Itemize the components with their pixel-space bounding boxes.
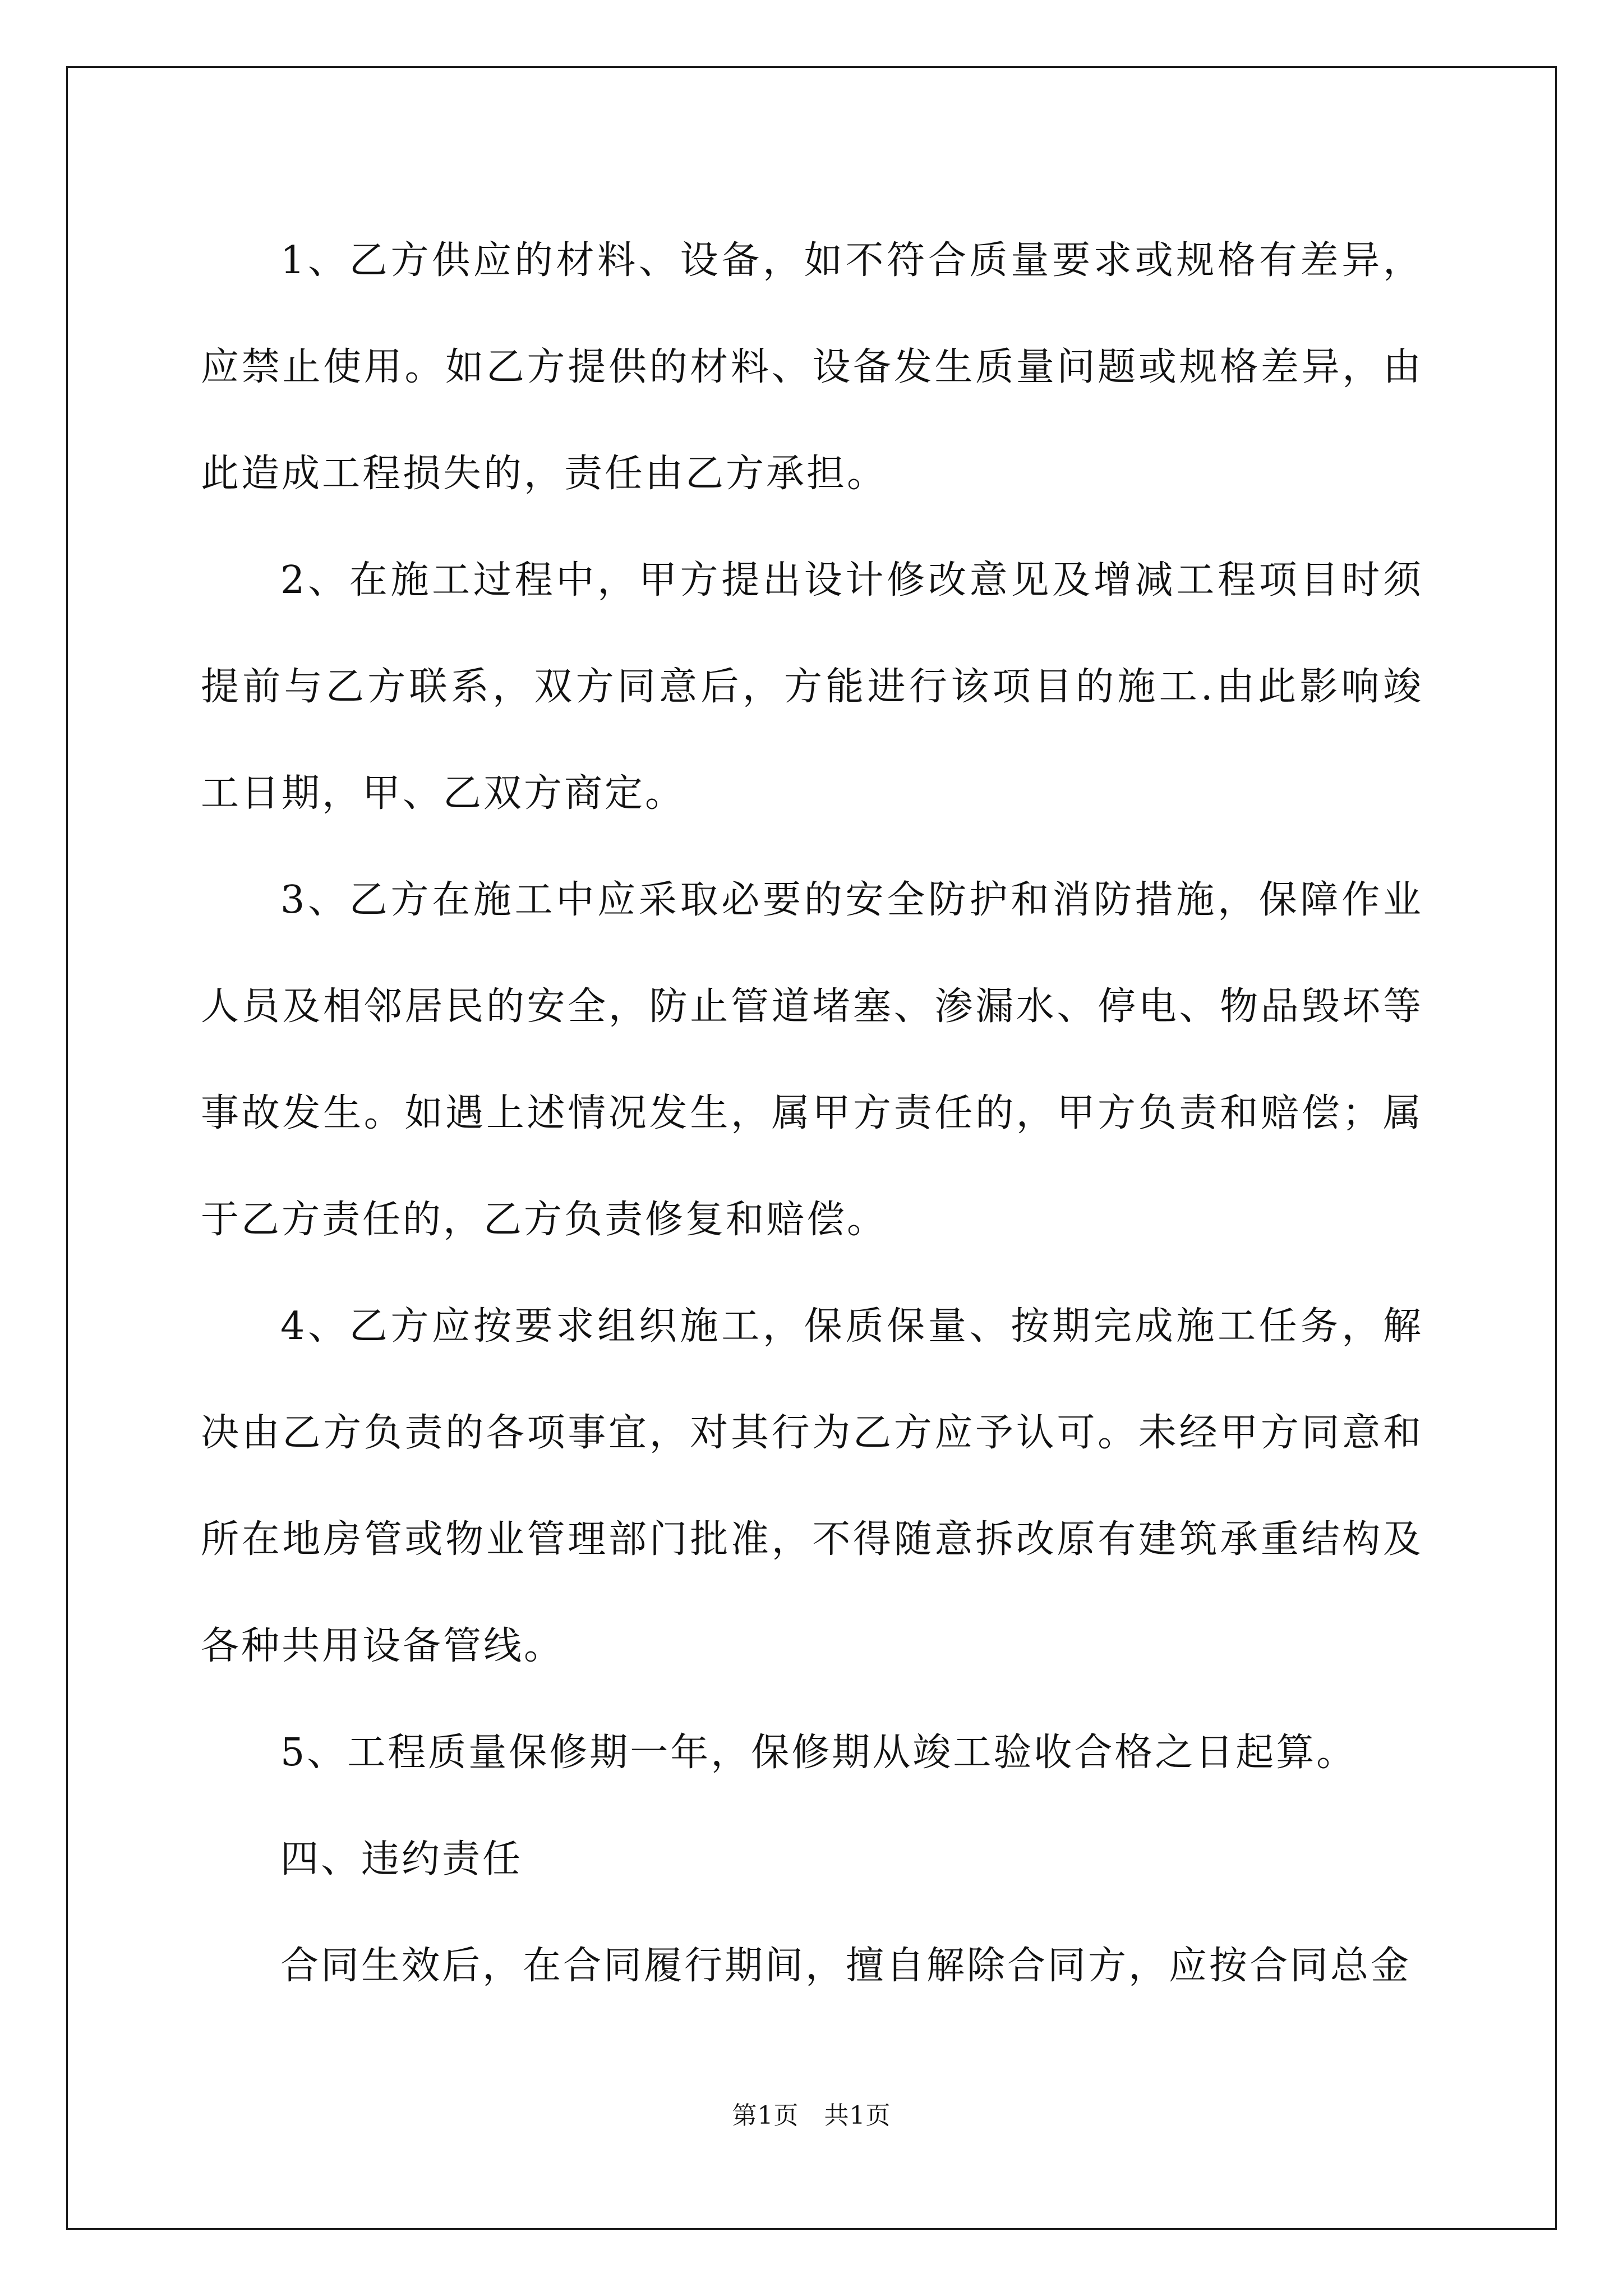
breach-paragraph: 合同生效后，在合同履行期间，擅自解除合同方，应按合同总金	[280, 1944, 1412, 1988]
clause-5-paragraph: 5、工程质量保修期一年，保修期从竣工验收合格之日起算。	[280, 1731, 1357, 1775]
clause-4-paragraph: 4、乙方应按要求组织施工，保质保量、按期完成施工任务，解决由乙方负责的各项事宜，对其行为乙方应予认可。未经甲方同意和所在地房管或物业管理部门批准，不得随意拆改原有建筑承重结构及各种共用设备管线。	[201, 1304, 1423, 1668]
page-number: 第1页	[732, 2101, 799, 2130]
section-heading-breach: 四、违约责任	[280, 1837, 523, 1881]
page-footer	[0, 2095, 1623, 2131]
page-total: 共1页	[824, 2101, 891, 2130]
clause-1-paragraph: 1、乙方供应的材料、设备，如不符合质量要求或规格有差异，应禁止使用。如乙方提供的材料、设备发生质量问题或规格差异，由此造成工程损失的，责任由乙方承担。	[201, 238, 1423, 496]
document-body	[201, 208, 1423, 2019]
clause-2-paragraph: 2、在施工过程中，甲方提出设计修改意见及增减工程项目时须提前与乙方联系，双方同意后，方能进行该项目的施工.由此影响竣工日期，甲、乙双方商定。	[201, 558, 1423, 816]
clause-3-paragraph: 3、乙方在施工中应采取必要的安全防护和消防措施，保障作业人员及相邻居民的安全，防止管道堵塞、渗漏水、停电、物品毁坏等事故发生。如遇上述情况发生，属甲方责任的，甲方负责和赔偿；属于乙方责任的，乙方负责修复和赔偿。	[201, 878, 1423, 1242]
